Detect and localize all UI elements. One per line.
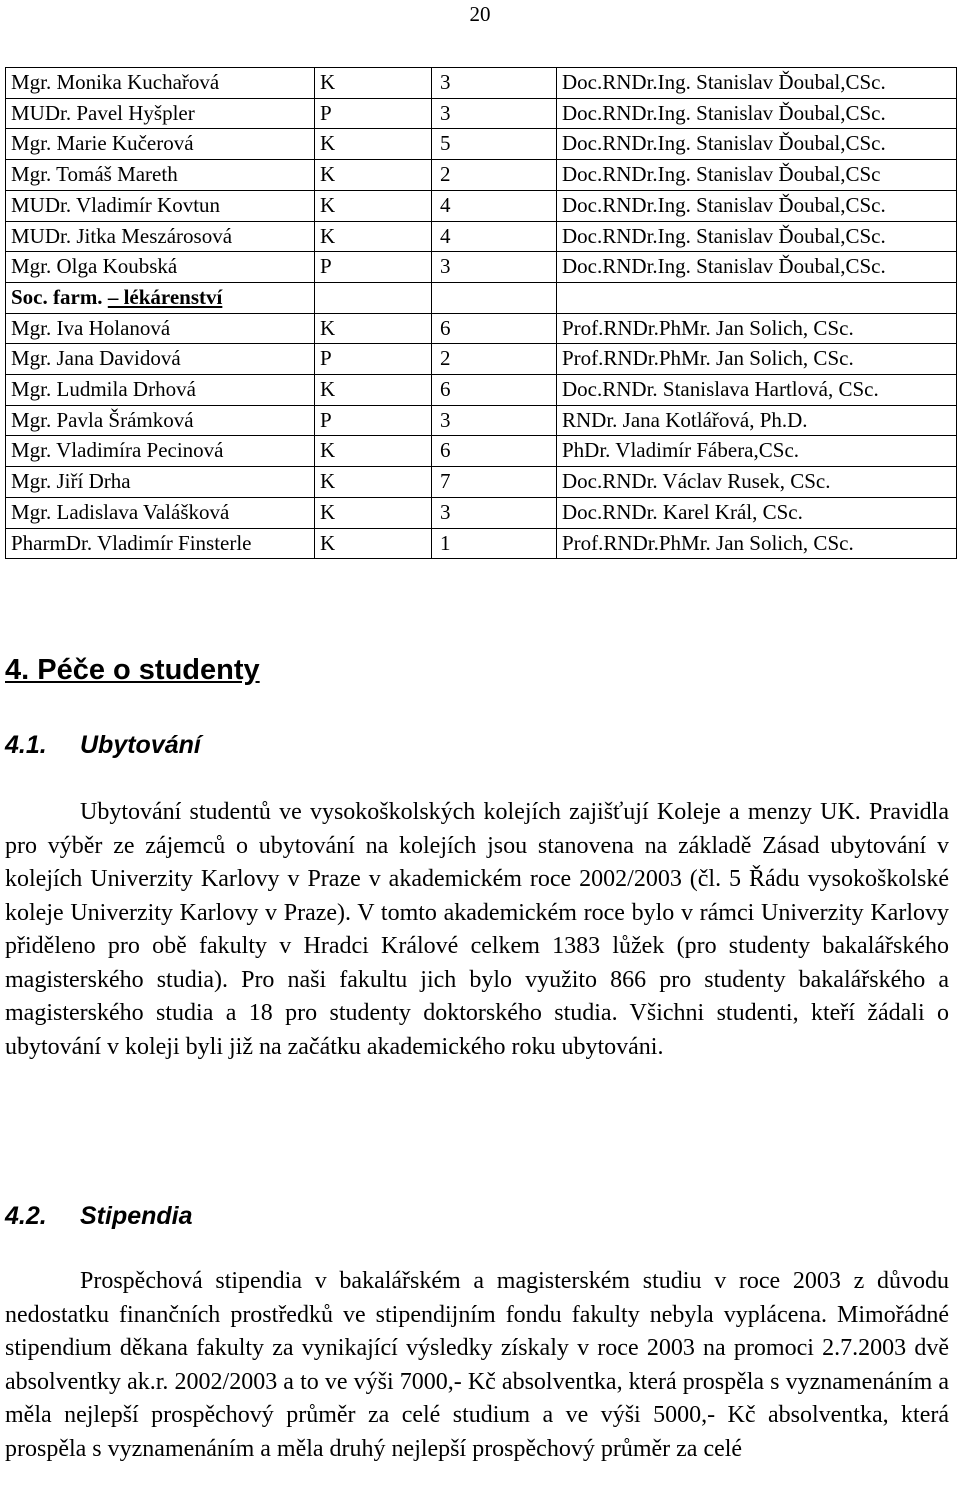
study-year: 2 (432, 160, 557, 191)
study-type: P (315, 344, 432, 375)
supervisor-name: Prof.RNDr.PhMr. Jan Solich, CSc. (557, 528, 957, 559)
table-row (6, 497, 957, 528)
student-name: Mgr. Monika Kuchařová (6, 68, 315, 99)
study-year: 1 (432, 528, 557, 559)
table-row (6, 467, 957, 498)
table-row (6, 252, 957, 283)
student-name: Mgr. Olga Koubská (6, 252, 315, 283)
subsection-title: Ubytování (80, 731, 201, 759)
supervisor-name: PhDr. Vladimír Fábera,CSc. (557, 436, 957, 467)
student-name: Mgr. Ladislava Valášková (6, 497, 315, 528)
table-row (6, 375, 957, 406)
student-name: Mgr. Jiří Drha (6, 467, 315, 498)
study-type: K (315, 528, 432, 559)
supervisor-name: Prof.RNDr.PhMr. Jan Solich, CSc. (557, 344, 957, 375)
accommodation-paragraph: Ubytování studentů ve vysokoškolských kolejích zajišťují Koleje a menzy UK. Pravidla pro výběr ze zájemců o ubytování na kolejích jsou stanovena na základě Zásad ubytování v kolejích Univerzity Karlovy v Praze v akademickém roce 2002/2003 (čl. 5 Řádu vysokoškolské koleje Univerzity Karlovy v Praze). V tomto akademickém roce bylo v rámci Univerzity Karlovy přiděleno pro obě fakulty v Hradci Králové celkem 1383 lůžek (pro studenty bakalářského magisterského studia). Pro naši fakultu jich bylo využito 866 pro studenty bakalářského a magisterského studia a 18 pro studenty doktorského studia. Všichni studenti, kteří žádali o ubytování v koleji byli již na začátku akademického roku ubytováni. (5, 799, 949, 1060)
study-type: K (315, 436, 432, 467)
student-name: Mgr. Pavla Šrámková (6, 405, 315, 436)
student-name: MUDr. Vladimír Kovtun (6, 190, 315, 221)
page-number: 20 (469, 2, 491, 26)
study-year: 3 (432, 68, 557, 99)
table-cell (557, 282, 957, 313)
supervisor-name: Doc.RNDr. Stanislava Hartlová, CSc. (557, 375, 957, 406)
supervisor-name: Doc.RNDr.Ing. Stanislav Ďoubal,CSc. (557, 129, 957, 160)
supervisor-name: RNDr. Jana Kotlářová, Ph.D. (557, 405, 957, 436)
table-row (6, 160, 957, 191)
study-year: 3 (432, 98, 557, 129)
study-year: 3 (432, 497, 557, 528)
student-name: Mgr. Ludmila Drhová (6, 375, 315, 406)
study-type: K (315, 497, 432, 528)
study-year: 7 (432, 467, 557, 498)
study-year: 4 (432, 221, 557, 252)
study-type: P (315, 252, 432, 283)
study-year: 5 (432, 129, 557, 160)
subsection-number: 4.2. (5, 1202, 47, 1230)
table-row (6, 405, 957, 436)
table-section-row (6, 282, 957, 313)
student-name: Mgr. Jana Davidová (6, 344, 315, 375)
table-body-pharmacology (6, 68, 957, 283)
study-type: K (315, 129, 432, 160)
student-name: Mgr. Vladimíra Pecinová (6, 436, 315, 467)
table-row (6, 190, 957, 221)
study-type: K (315, 160, 432, 191)
table-row (6, 344, 957, 375)
supervisor-name: Doc.RNDr.Ing. Stanislav Ďoubal,CSc. (557, 98, 957, 129)
table-cell (432, 282, 557, 313)
student-name: Mgr. Tomáš Mareth (6, 160, 315, 191)
supervisor-name: Doc.RNDr. Karel Král, CSc. (557, 497, 957, 528)
table-row (6, 528, 957, 559)
study-year: 4 (432, 190, 557, 221)
supervisor-name: Doc.RNDr. Václav Rusek, CSc. (557, 467, 957, 498)
section-prefix: Soc. farm. (11, 284, 103, 309)
study-year: 6 (432, 436, 557, 467)
table-row (6, 313, 957, 344)
study-year: 3 (432, 405, 557, 436)
section-title: – lékárenství (107, 284, 223, 309)
study-year: 6 (432, 375, 557, 406)
study-type: K (315, 221, 432, 252)
supervisor-name: Doc.RNDr.Ing. Stanislav Ďoubal,CSc (557, 160, 957, 191)
study-type: K (315, 467, 432, 498)
study-year: 6 (432, 313, 557, 344)
table-row (6, 129, 957, 160)
student-name: Mgr. Iva Holanová (6, 313, 315, 344)
table-cell (315, 282, 432, 313)
student-name: MUDr. Jitka Meszárosová (6, 221, 315, 252)
table-row (6, 436, 957, 467)
table-body-pharmacy (6, 313, 957, 559)
study-year: 3 (432, 252, 557, 283)
study-type: K (315, 68, 432, 99)
supervisor-name: Doc.RNDr.Ing. Stanislav Ďoubal,CSc. (557, 68, 957, 99)
table-row (6, 282, 957, 313)
supervisor-name: Doc.RNDr.Ing. Stanislav Ďoubal,CSc. (557, 221, 957, 252)
subsection-number: 4.1. (5, 731, 47, 759)
table-row (6, 98, 957, 129)
subsection-heading-scholarships (5, 1199, 193, 1233)
supervisor-name: Doc.RNDr.Ing. Stanislav Ďoubal,CSc. (557, 190, 957, 221)
section-heading: 4. Péče o studenty (5, 654, 260, 686)
table-row (6, 68, 957, 99)
table-row (6, 221, 957, 252)
doctoral-students-table (5, 67, 957, 559)
subsection-heading-accommodation (5, 728, 201, 762)
study-type: K (315, 190, 432, 221)
subsection-title: Stipendia (80, 1202, 193, 1230)
study-type: K (315, 313, 432, 344)
study-type: P (315, 98, 432, 129)
scholarships-paragraph: Prospěchová stipendia v bakalářském a magisterském studiu v roce 2003 z důvodu nedostatku finančních prostředků ve stipendijním fondu fakulty nebyla vyplácena. Mimořádné stipendium děkana fakulty za vynikající výsledky získaly v roce 2003 na promoci 2.7.2003 dvě absolventky ak.r. 2002/2003 a to ve výši 7000,- Kč absolventka, která prospěla s vyznamenáním a měla nejlepší prospěchový průměr za celé studium a ve výši 5000,- Kč absolventka, která prospěla s vyznamenáním a měla druhý nejlepší prospěchový průměr za celé (5, 1268, 949, 1462)
student-name: MUDr. Pavel Hyšpler (6, 98, 315, 129)
section-label (6, 282, 315, 313)
supervisor-name: Prof.RNDr.PhMr. Jan Solich, CSc. (557, 313, 957, 344)
study-type: P (315, 405, 432, 436)
study-type: K (315, 375, 432, 406)
student-name: PharmDr. Vladimír Finsterle (6, 528, 315, 559)
student-name: Mgr. Marie Kučerová (6, 129, 315, 160)
supervisor-name: Doc.RNDr.Ing. Stanislav Ďoubal,CSc. (557, 252, 957, 283)
study-year: 2 (432, 344, 557, 375)
